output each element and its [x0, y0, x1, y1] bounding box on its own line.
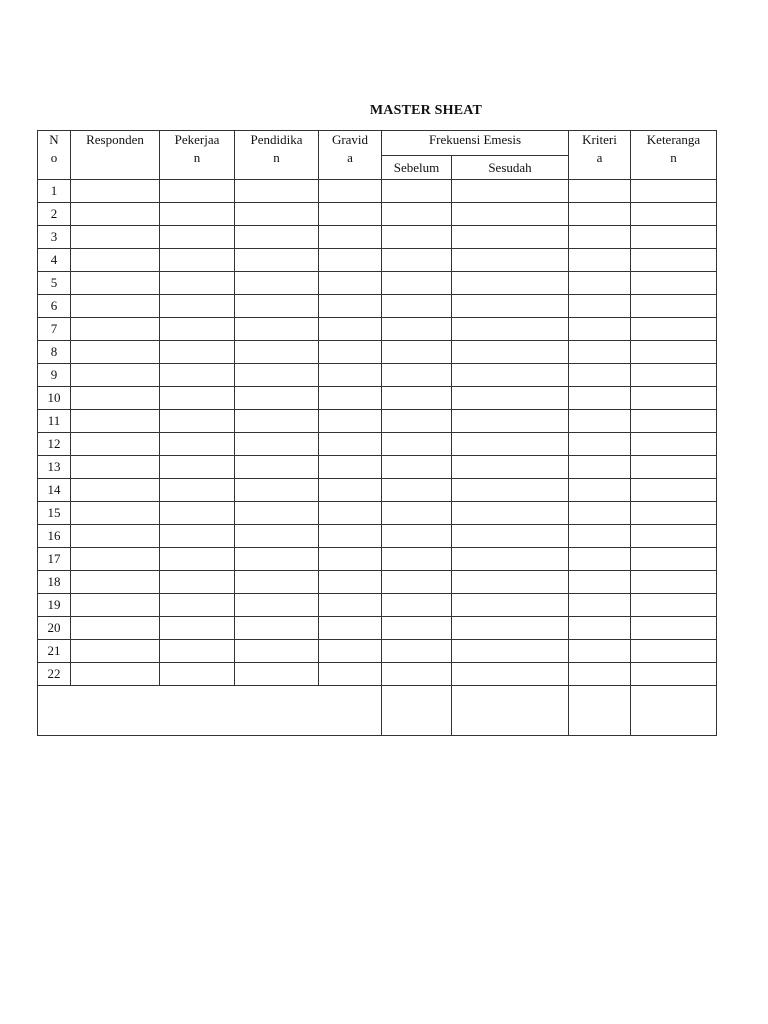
cell-pekerjaan[interactable] [160, 387, 235, 410]
cell-sebelum[interactable] [382, 341, 452, 364]
footer-row [38, 686, 717, 736]
cell-keterangan[interactable] [631, 249, 717, 272]
table-row [38, 410, 717, 433]
header-no: N o [38, 131, 71, 180]
cell-pekerjaan[interactable] [160, 180, 235, 203]
cell-gravida[interactable] [319, 226, 382, 249]
cell-pendidikan[interactable] [235, 364, 319, 387]
cell-kriteria[interactable] [569, 479, 631, 502]
cell-pekerjaan[interactable] [160, 203, 235, 226]
header-pendidikan: Pendidika n [235, 131, 319, 180]
footer-sebelum-cell[interactable] [382, 686, 452, 736]
cell-sebelum[interactable] [382, 571, 452, 594]
cell-keterangan[interactable] [631, 203, 717, 226]
table-row [38, 180, 717, 203]
cell-gravida[interactable] [319, 203, 382, 226]
cell-keterangan[interactable] [631, 502, 717, 525]
cell-sebelum[interactable] [382, 318, 452, 341]
cell-sesudah[interactable] [452, 594, 569, 617]
cell-gravida[interactable] [319, 594, 382, 617]
cell-sebelum[interactable] [382, 295, 452, 318]
cell-pendidikan[interactable] [235, 548, 319, 571]
cell-sebelum[interactable] [382, 433, 452, 456]
row-number: 20 [38, 617, 71, 640]
cell-pekerjaan[interactable] [160, 249, 235, 272]
cell-responden[interactable] [71, 479, 160, 502]
cell-responden[interactable] [71, 525, 160, 548]
row-number: 15 [38, 502, 71, 525]
table-row [38, 364, 717, 387]
cell-pekerjaan[interactable] [160, 502, 235, 525]
cell-pendidikan[interactable] [235, 663, 319, 686]
cell-keterangan[interactable] [631, 410, 717, 433]
cell-keterangan[interactable] [631, 341, 717, 364]
cell-pendidikan[interactable] [235, 502, 319, 525]
cell-sesudah[interactable] [452, 272, 569, 295]
cell-gravida[interactable] [319, 456, 382, 479]
cell-kriteria[interactable] [569, 226, 631, 249]
row-number: 9 [38, 364, 71, 387]
cell-responden[interactable] [71, 410, 160, 433]
cell-gravida[interactable] [319, 525, 382, 548]
cell-pendidikan[interactable] [235, 341, 319, 364]
cell-pendidikan[interactable] [235, 249, 319, 272]
header-gravida: Gravid a [319, 131, 382, 180]
cell-sesudah[interactable] [452, 249, 569, 272]
cell-sebelum[interactable] [382, 548, 452, 571]
cell-sesudah[interactable] [452, 663, 569, 686]
row-number: 13 [38, 456, 71, 479]
cell-kriteria[interactable] [569, 617, 631, 640]
cell-responden[interactable] [71, 364, 160, 387]
cell-gravida[interactable] [319, 318, 382, 341]
cell-sebelum[interactable] [382, 525, 452, 548]
cell-kriteria[interactable] [569, 571, 631, 594]
cell-keterangan[interactable] [631, 594, 717, 617]
table-row [38, 594, 717, 617]
cell-sesudah[interactable] [452, 640, 569, 663]
row-number: 10 [38, 387, 71, 410]
cell-kriteria[interactable] [569, 180, 631, 203]
cell-sebelum[interactable] [382, 640, 452, 663]
cell-sebelum[interactable] [382, 364, 452, 387]
cell-pekerjaan[interactable] [160, 364, 235, 387]
cell-kriteria[interactable] [569, 433, 631, 456]
cell-kriteria[interactable] [569, 525, 631, 548]
cell-gravida[interactable] [319, 479, 382, 502]
row-number: 12 [38, 433, 71, 456]
cell-kriteria[interactable] [569, 548, 631, 571]
row-number: 6 [38, 295, 71, 318]
cell-sesudah[interactable] [452, 410, 569, 433]
cell-sebelum[interactable] [382, 663, 452, 686]
cell-pendidikan[interactable] [235, 456, 319, 479]
cell-sebelum[interactable] [382, 180, 452, 203]
cell-gravida[interactable] [319, 387, 382, 410]
footer-sesudah-cell[interactable] [452, 686, 569, 736]
cell-pekerjaan[interactable] [160, 318, 235, 341]
cell-sesudah[interactable] [452, 295, 569, 318]
cell-kriteria[interactable] [569, 341, 631, 364]
cell-responden[interactable] [71, 456, 160, 479]
cell-responden[interactable] [71, 387, 160, 410]
header-pekerjaan: Pekerjaa n [160, 131, 235, 180]
cell-sesudah[interactable] [452, 502, 569, 525]
cell-kriteria[interactable] [569, 502, 631, 525]
cell-sebelum[interactable] [382, 203, 452, 226]
cell-pendidikan[interactable] [235, 433, 319, 456]
cell-gravida[interactable] [319, 640, 382, 663]
table-row [38, 433, 717, 456]
cell-pekerjaan[interactable] [160, 663, 235, 686]
cell-sebelum[interactable] [382, 502, 452, 525]
cell-pendidikan[interactable] [235, 594, 319, 617]
table-row [38, 525, 717, 548]
cell-sebelum[interactable] [382, 249, 452, 272]
cell-gravida[interactable] [319, 617, 382, 640]
cell-responden[interactable] [71, 502, 160, 525]
table-row [38, 203, 717, 226]
cell-pendidikan[interactable] [235, 525, 319, 548]
table-row [38, 318, 717, 341]
cell-pekerjaan[interactable] [160, 525, 235, 548]
cell-pekerjaan[interactable] [160, 295, 235, 318]
cell-responden[interactable] [71, 433, 160, 456]
cell-gravida[interactable] [319, 663, 382, 686]
cell-kriteria[interactable] [569, 318, 631, 341]
table-body [38, 180, 717, 736]
cell-kriteria[interactable] [569, 663, 631, 686]
table-row [38, 502, 717, 525]
cell-pekerjaan[interactable] [160, 617, 235, 640]
cell-keterangan[interactable] [631, 180, 717, 203]
cell-keterangan[interactable] [631, 272, 717, 295]
cell-sesudah[interactable] [452, 479, 569, 502]
cell-keterangan[interactable] [631, 456, 717, 479]
cell-gravida[interactable] [319, 410, 382, 433]
cell-pendidikan[interactable] [235, 226, 319, 249]
cell-pekerjaan[interactable] [160, 272, 235, 295]
cell-pekerjaan[interactable] [160, 548, 235, 571]
cell-responden[interactable] [71, 663, 160, 686]
cell-gravida[interactable] [319, 433, 382, 456]
footer-keterangan-cell[interactable] [631, 686, 717, 736]
cell-responden[interactable] [71, 180, 160, 203]
cell-kriteria[interactable] [569, 594, 631, 617]
cell-gravida[interactable] [319, 180, 382, 203]
master-sheet-table [37, 130, 717, 736]
cell-keterangan[interactable] [631, 364, 717, 387]
cell-kriteria[interactable] [569, 364, 631, 387]
cell-sesudah[interactable] [452, 548, 569, 571]
cell-gravida[interactable] [319, 295, 382, 318]
table-row [38, 295, 717, 318]
cell-kriteria[interactable] [569, 272, 631, 295]
row-number: 22 [38, 663, 71, 686]
cell-responden[interactable] [71, 249, 160, 272]
header-keterangan: Keteranga n [631, 131, 717, 180]
cell-pendidikan[interactable] [235, 318, 319, 341]
table-row [38, 226, 717, 249]
cell-pendidikan[interactable] [235, 203, 319, 226]
cell-sebelum[interactable] [382, 594, 452, 617]
footer-label-cell[interactable] [38, 686, 382, 736]
cell-pendidikan[interactable] [235, 479, 319, 502]
cell-pekerjaan[interactable] [160, 410, 235, 433]
cell-pendidikan[interactable] [235, 617, 319, 640]
cell-keterangan[interactable] [631, 640, 717, 663]
cell-sebelum[interactable] [382, 272, 452, 295]
cell-kriteria[interactable] [569, 249, 631, 272]
cell-responden[interactable] [71, 318, 160, 341]
cell-keterangan[interactable] [631, 525, 717, 548]
cell-pekerjaan[interactable] [160, 479, 235, 502]
cell-pendidikan[interactable] [235, 295, 319, 318]
cell-kriteria[interactable] [569, 203, 631, 226]
cell-sesudah[interactable] [452, 203, 569, 226]
cell-keterangan[interactable] [631, 433, 717, 456]
cell-pekerjaan[interactable] [160, 226, 235, 249]
table-row [38, 617, 717, 640]
header-sebelum: Sebelum [382, 156, 452, 180]
table-row [38, 387, 717, 410]
table-row [38, 456, 717, 479]
cell-sesudah[interactable] [452, 617, 569, 640]
cell-keterangan[interactable] [631, 479, 717, 502]
cell-kriteria[interactable] [569, 640, 631, 663]
table-row [38, 663, 717, 686]
cell-responden[interactable] [71, 272, 160, 295]
cell-responden[interactable] [71, 617, 160, 640]
table-row [38, 272, 717, 295]
row-number: 7 [38, 318, 71, 341]
cell-keterangan[interactable] [631, 663, 717, 686]
cell-sesudah[interactable] [452, 364, 569, 387]
cell-sebelum[interactable] [382, 617, 452, 640]
header-sesudah: Sesudah [452, 156, 569, 180]
row-number: 16 [38, 525, 71, 548]
cell-keterangan[interactable] [631, 295, 717, 318]
cell-pekerjaan[interactable] [160, 341, 235, 364]
cell-responden[interactable] [71, 226, 160, 249]
cell-kriteria[interactable] [569, 456, 631, 479]
table-row [38, 571, 717, 594]
row-number: 1 [38, 180, 71, 203]
cell-gravida[interactable] [319, 341, 382, 364]
cell-sesudah[interactable] [452, 341, 569, 364]
cell-keterangan[interactable] [631, 548, 717, 571]
cell-pendidikan[interactable] [235, 272, 319, 295]
page-title: MASTER SHEAT [369, 103, 483, 118]
cell-pekerjaan[interactable] [160, 571, 235, 594]
cell-sebelum[interactable] [382, 479, 452, 502]
cell-gravida[interactable] [319, 571, 382, 594]
cell-pekerjaan[interactable] [160, 640, 235, 663]
cell-pendidikan[interactable] [235, 387, 319, 410]
table-row [38, 640, 717, 663]
row-number: 19 [38, 594, 71, 617]
cell-sebelum[interactable] [382, 410, 452, 433]
cell-pendidikan[interactable] [235, 410, 319, 433]
cell-responden[interactable] [71, 594, 160, 617]
cell-sesudah[interactable] [452, 456, 569, 479]
cell-pekerjaan[interactable] [160, 433, 235, 456]
cell-sesudah[interactable] [452, 387, 569, 410]
cell-kriteria[interactable] [569, 410, 631, 433]
cell-sebelum[interactable] [382, 387, 452, 410]
table-row [38, 548, 717, 571]
cell-keterangan[interactable] [631, 571, 717, 594]
cell-pekerjaan[interactable] [160, 594, 235, 617]
cell-responden[interactable] [71, 341, 160, 364]
header-responden: Responden [71, 131, 160, 180]
cell-keterangan[interactable] [631, 387, 717, 410]
table-row [38, 341, 717, 364]
row-number: 8 [38, 341, 71, 364]
cell-pekerjaan[interactable] [160, 456, 235, 479]
cell-sesudah[interactable] [452, 525, 569, 548]
row-number: 21 [38, 640, 71, 663]
cell-kriteria[interactable] [569, 387, 631, 410]
cell-responden[interactable] [71, 640, 160, 663]
cell-responden[interactable] [71, 203, 160, 226]
cell-sesudah[interactable] [452, 433, 569, 456]
row-number: 5 [38, 272, 71, 295]
cell-responden[interactable] [71, 571, 160, 594]
cell-pendidikan[interactable] [235, 571, 319, 594]
cell-kriteria[interactable] [569, 295, 631, 318]
cell-sesudah[interactable] [452, 318, 569, 341]
row-number: 4 [38, 249, 71, 272]
header-frekuensi-emesis: Frekuensi Emesis [382, 131, 569, 156]
cell-sesudah[interactable] [452, 180, 569, 203]
cell-pendidikan[interactable] [235, 180, 319, 203]
cell-gravida[interactable] [319, 364, 382, 387]
cell-gravida[interactable] [319, 272, 382, 295]
table-row [38, 249, 717, 272]
cell-responden[interactable] [71, 295, 160, 318]
row-number: 18 [38, 571, 71, 594]
cell-keterangan[interactable] [631, 617, 717, 640]
cell-keterangan[interactable] [631, 226, 717, 249]
cell-gravida[interactable] [319, 548, 382, 571]
header-kriteria: Kriteri a [569, 131, 631, 180]
row-number: 14 [38, 479, 71, 502]
cell-keterangan[interactable] [631, 318, 717, 341]
table-row [38, 479, 717, 502]
cell-responden[interactable] [71, 548, 160, 571]
cell-pendidikan[interactable] [235, 640, 319, 663]
cell-sebelum[interactable] [382, 226, 452, 249]
row-number: 17 [38, 548, 71, 571]
row-number: 11 [38, 410, 71, 433]
cell-gravida[interactable] [319, 249, 382, 272]
row-number: 2 [38, 203, 71, 226]
footer-kriteria-cell[interactable] [569, 686, 631, 736]
row-number: 3 [38, 226, 71, 249]
cell-gravida[interactable] [319, 502, 382, 525]
cell-sebelum[interactable] [382, 456, 452, 479]
cell-sesudah[interactable] [452, 571, 569, 594]
cell-sesudah[interactable] [452, 226, 569, 249]
